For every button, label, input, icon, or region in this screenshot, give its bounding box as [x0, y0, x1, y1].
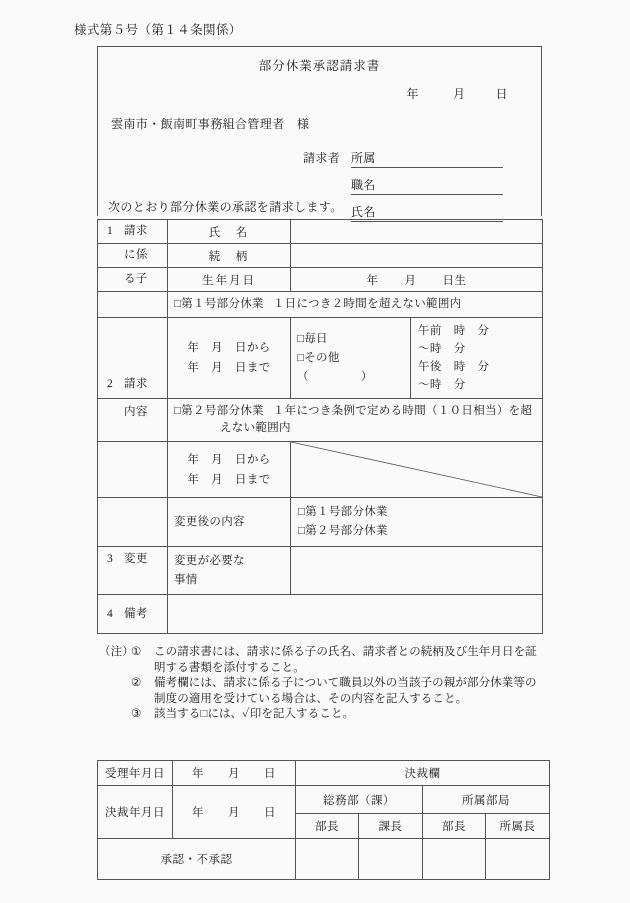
seal-cell-3[interactable]: [423, 839, 486, 880]
birth-month-label: 月: [404, 274, 417, 287]
requester-affiliation-field[interactable]: 所属: [351, 149, 503, 168]
type2-condition-line2: えない範囲内: [220, 422, 291, 434]
type2-heading-row[interactable]: [168, 399, 543, 442]
section3-label-pad: [98, 498, 168, 547]
note-item: [99, 676, 551, 707]
section1-label-line1: 1 請求: [98, 220, 168, 244]
paren-open: （: [297, 370, 309, 383]
child-birthdate-value[interactable]: [291, 268, 543, 292]
table-row: [98, 244, 543, 268]
seal-cell-2[interactable]: [359, 839, 423, 880]
receipt-year-label: 年: [192, 768, 204, 780]
type1-condition: １日につき２時間を超えない範囲内: [272, 298, 462, 310]
approver-g1-kacho: 課長: [359, 814, 423, 839]
approval-table: [97, 760, 550, 880]
note-text-2-line1: 備考欄には、請求に係る子について職員以外の当該子の親が部分休業等の: [154, 677, 537, 689]
change-reason-label-line2: 事情: [174, 573, 198, 586]
intro-text: 次のとおり部分休業の承認を請求します。: [108, 200, 343, 214]
receipt-date-value[interactable]: [173, 761, 296, 786]
notes-block: [99, 645, 551, 723]
type1-period-from[interactable]: 年 月 日から: [187, 342, 271, 354]
table-row: [98, 318, 543, 399]
change-reason-label-line1: 変更が必要な: [174, 554, 245, 567]
form-number: 様式第５号（第１４条関係）: [74, 23, 242, 37]
frequency-other-checkbox[interactable]: □その他: [297, 351, 340, 364]
table-row: [98, 786, 550, 814]
table-row: [98, 268, 543, 292]
child-relation-label: 続 柄: [168, 244, 291, 268]
note-number-2: ②: [131, 677, 142, 689]
type2-condition-line1: １年につき条例で定める時間（１０日相当）を超: [272, 405, 533, 417]
approver-g1-bucho: 部長: [296, 814, 359, 839]
child-relation-value[interactable]: [291, 244, 543, 268]
note-item: [99, 645, 551, 676]
type1-checkbox-label[interactable]: □第１号部分休業: [174, 298, 264, 310]
table-row: [98, 442, 543, 498]
document-title: 部分休業承認請求書: [258, 59, 381, 73]
section1-label-line2: に係: [98, 244, 168, 268]
struck-through-empty-cell: [291, 442, 543, 498]
decision-year-label: 年: [192, 807, 204, 819]
time-am-to[interactable]: ～時 分: [418, 343, 466, 355]
time-am[interactable]: 午前 時 分: [418, 325, 490, 337]
frequency-daily-checkbox[interactable]: □毎日: [297, 332, 328, 345]
remarks-value[interactable]: [168, 595, 543, 634]
birth-day-label: 日生: [442, 274, 467, 287]
header-box: [97, 46, 542, 219]
table-row: [98, 292, 543, 318]
notes-mark: （注）: [99, 646, 134, 658]
section3-label: 3 変更: [98, 547, 168, 595]
note-text-1-line2: 明する書類を添付すること。: [154, 661, 305, 674]
note-text-1-line1: この請求書には、請求に係る子の氏名、請求者との続柄及び生年月日を証: [154, 646, 537, 658]
type2-checkbox-label[interactable]: □第２号部分休業: [174, 405, 264, 417]
receipt-month-label: 月: [228, 768, 240, 780]
department-group-affiliated: 所属部局: [423, 786, 550, 814]
child-name-value[interactable]: [291, 220, 543, 244]
seal-cell-1[interactable]: [296, 839, 359, 880]
requester-label: 請求者: [303, 151, 341, 165]
note-text-2-line2: 制度の適用を受けている場合は、その内容を記入すること。: [154, 692, 468, 705]
time-pm[interactable]: 午後 時 分: [418, 361, 490, 373]
frequency-other-input[interactable]: [297, 368, 410, 387]
note-text-2: [154, 676, 551, 707]
note-text-3: [154, 707, 551, 723]
seal-cell-4[interactable]: [486, 839, 550, 880]
receipt-date-label: 受理年月日: [98, 761, 173, 786]
department-group-general-affairs: 総務部（課）: [296, 786, 423, 814]
paren-close: ）: [360, 370, 373, 383]
section2-label-pad-top: [98, 292, 168, 318]
addressee: 雲南市・飯南町事務組合管理者 様: [111, 117, 310, 131]
change-type1-checkbox[interactable]: □第１号部分休業: [298, 506, 388, 518]
note-text-1: [154, 645, 551, 676]
type1-frequency[interactable]: [291, 318, 411, 399]
decision-month-label: 月: [228, 807, 240, 819]
table-row: [98, 595, 543, 634]
note-number-3: ③: [131, 708, 142, 720]
requester-name-field[interactable]: 氏名: [351, 203, 503, 222]
type1-period-to[interactable]: 年 月 日まで: [187, 362, 271, 374]
decision-box-title: 決裁欄: [296, 761, 550, 786]
main-form-table: [97, 219, 543, 634]
type2-period[interactable]: [168, 442, 291, 498]
decision-date-label: 決裁年月日: [98, 786, 173, 839]
decision-day-label: 日: [264, 807, 276, 819]
table-row: [98, 498, 543, 547]
section2-label-pad-bottom: [98, 442, 168, 498]
change-reason-label: [168, 547, 291, 595]
birth-year-label: 年: [366, 274, 379, 287]
table-row: [98, 839, 550, 880]
type1-time-range[interactable]: [411, 318, 543, 399]
child-name-label: 氏 名: [168, 220, 291, 244]
submission-date-line: [98, 85, 541, 102]
requester-jobtitle-field[interactable]: 職名: [351, 176, 503, 195]
note-text-3-line1: 該当する□には、✓印を記入すること。: [154, 708, 355, 720]
approver-g2-shozokucho: 所属長: [486, 814, 550, 839]
section2-label-line1: 2 請求: [98, 318, 168, 399]
approval-result-label: 承認・不承認: [98, 839, 296, 880]
type2-period-from[interactable]: 年 月 日から: [187, 453, 271, 466]
table-row: [98, 761, 550, 786]
table-row: [98, 220, 543, 244]
table-row: [98, 399, 543, 442]
type2-period-to[interactable]: 年 月 日まで: [187, 473, 271, 486]
change-reason-value[interactable]: [291, 547, 543, 595]
note-number-1: ①: [131, 646, 142, 658]
approver-g2-bucho: 部長: [423, 814, 486, 839]
type1-heading-row[interactable]: [168, 292, 543, 318]
change-content-options[interactable]: [291, 498, 543, 547]
time-pm-to[interactable]: ～時 分: [418, 379, 466, 391]
date-day-label: 日: [495, 87, 508, 101]
child-birthdate-label: 生年月日: [168, 268, 291, 292]
receipt-day-label: 日: [264, 768, 276, 780]
section2-label-line2: 内容: [98, 399, 168, 442]
change-content-label: 変更後の内容: [168, 498, 291, 547]
date-month-label: 月: [452, 87, 466, 101]
section4-label: 4 備考: [98, 595, 168, 634]
date-year-label: 年: [406, 87, 419, 101]
decision-date-value[interactable]: [173, 786, 296, 839]
type1-period[interactable]: [168, 318, 291, 399]
note-item: [99, 707, 551, 723]
table-row: [98, 547, 543, 595]
change-type2-checkbox[interactable]: □第２号部分休業: [298, 525, 388, 537]
section1-label-line3: る子: [98, 268, 168, 292]
